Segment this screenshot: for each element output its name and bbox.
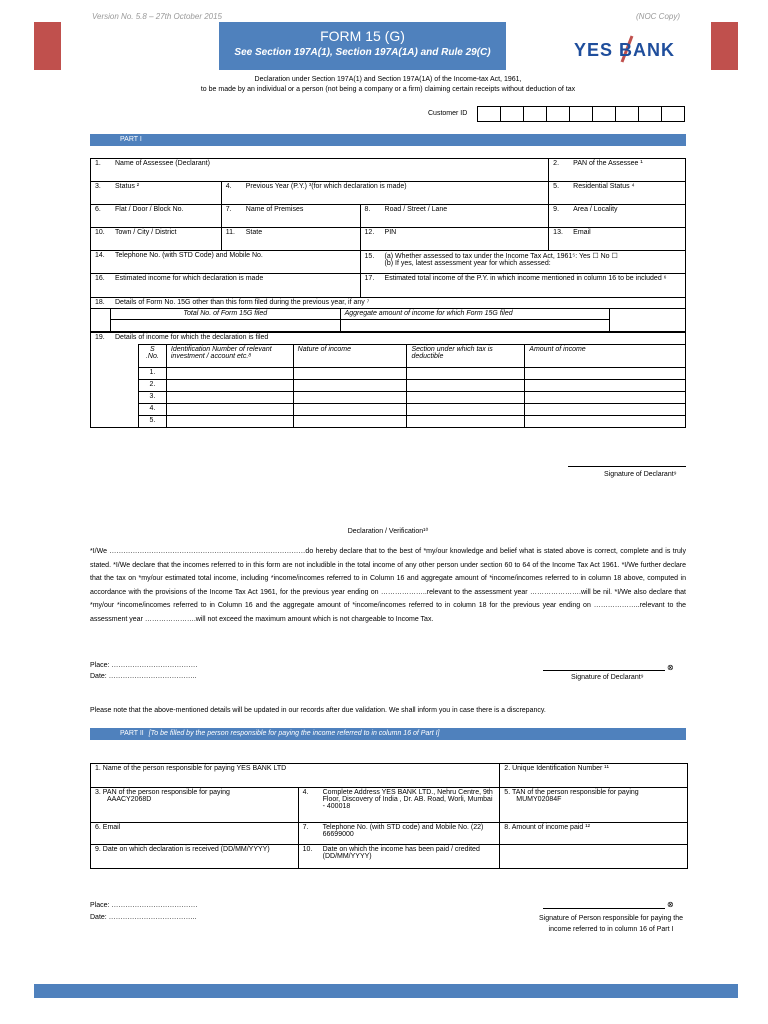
declaration-title: Declaration / Verification¹⁰ [347, 528, 429, 535]
date-2[interactable]: Date: ……………………………….. [90, 914, 197, 921]
footer-bar [34, 984, 738, 998]
signature-of-declarant-2: Signature of Declarant⁹ [571, 674, 644, 681]
field-flat[interactable]: 6. Flat / Door / Block No. [91, 205, 222, 228]
field-estimated-income[interactable]: 16. Estimated income for which declaration is made [91, 274, 361, 298]
cell-input[interactable] [407, 416, 525, 428]
part2-header [90, 728, 686, 740]
right-red-bar [711, 22, 738, 70]
cell-input[interactable] [166, 416, 293, 428]
field-form15g-details: 18. Details of Form No. 15G other than this form filed during the previous year, if any ⁷ [91, 298, 686, 309]
bank-logo [574, 34, 680, 66]
identification-number-header: Identification Number of relevant investment / account etc.⁸ [166, 345, 293, 368]
signature-of-payer: Signature of Person responsible for paying the income referred to in column 16 of Part I [539, 915, 683, 933]
place-2[interactable]: Place: ………………………………. [90, 902, 198, 909]
signature-line-3[interactable] [543, 908, 665, 909]
total-forms-input[interactable] [110, 320, 340, 332]
signature-line-2[interactable] [543, 670, 665, 671]
payer-tan-value: MUMY02084F [516, 796, 562, 803]
field-payer-name[interactable]: 1. Name of the person responsible for paying YES BANK LTD [91, 764, 500, 788]
field-premises[interactable]: 7. Name of Premises [221, 205, 360, 228]
customer-id-box[interactable] [501, 107, 524, 122]
row-number: 2. [138, 380, 166, 392]
date-1[interactable]: Date: ……………………………….. [90, 673, 197, 680]
field-date-paid[interactable]: 10. Date on which the income has been paid / credited (DD/MM/YYYY) [298, 845, 500, 869]
field-town[interactable]: 10. Town / City / District [91, 228, 222, 251]
field-previous-year[interactable]: 4. Previous Year (P.Y.) ³(for which declaration is made) [221, 182, 548, 205]
field-unique-id[interactable]: 2. Unique Identification Number ¹¹ [500, 764, 688, 788]
payer-pan-value: AAACY2068D [107, 796, 152, 803]
cell-input[interactable] [166, 392, 293, 404]
field-payer-tan[interactable]: 5. TAN of the person responsible for paying MUMY02084F [500, 788, 688, 823]
cell-input[interactable] [525, 368, 686, 380]
table-row [91, 392, 686, 404]
circle-mark-icon: ⊗ [667, 900, 674, 909]
form-header [219, 22, 506, 70]
customer-id-box[interactable] [547, 107, 570, 122]
field-assessed-to-tax[interactable]: 15. (a) Whether assessed to tax under the Income Tax Act, 1961⁵: Yes ☐ No ☐ (b) If yes, latest assessment year for which assessed: [360, 251, 685, 274]
left-red-bar [34, 22, 61, 70]
table-row [91, 404, 686, 416]
version-text: Version No. 5.8 – 27th October 2015 [92, 12, 223, 21]
field-payer-pan[interactable]: 3. PAN of the person responsible for paying AAACY2068D [91, 788, 299, 823]
cell-input[interactable] [525, 392, 686, 404]
customer-id-box[interactable] [616, 107, 639, 122]
total-forms-header: Total No. of Form 15G filed [110, 309, 340, 320]
cell-input[interactable] [525, 380, 686, 392]
cell-input[interactable] [407, 380, 525, 392]
row-number: 5. [138, 416, 166, 428]
field-residential-status[interactable]: 5. Residential Status ⁴ [549, 182, 686, 205]
part2-label: PART II [120, 730, 144, 737]
field-telephone[interactable]: 14. Telephone No. (with STD Code) and Mobile No. [91, 251, 361, 274]
note-text: Please note that the above-mentioned details will be updated in our records after due validation. We shall inform you in case there is a discrepancy. [90, 707, 546, 714]
declaration-heading-1: Declaration under Section 197A(1) and Section 197A(1A) of the Income-tax Act, 1961, [254, 76, 522, 83]
cell-input[interactable] [407, 404, 525, 416]
part2-table [90, 763, 688, 869]
table-row [91, 416, 686, 428]
row-number: 4. [138, 404, 166, 416]
customer-id-box[interactable] [570, 107, 593, 122]
payer-address-value: Complete Address YES BANK LTD., Nehru Centre, 9th Floor, Discovery of India , Dr. AB. Road, Worli, Mumbai - 400018 [322, 789, 493, 810]
aggregate-amount-input[interactable] [340, 320, 610, 332]
place-1[interactable]: Place: ………………………………. [90, 662, 198, 669]
cell-input[interactable] [293, 368, 407, 380]
cell-input[interactable] [293, 392, 407, 404]
field-date-received[interactable]: 9. Date on which declaration is received (DD/MM/YYYY) [91, 845, 299, 869]
customer-id-boxes[interactable] [477, 106, 685, 122]
table-row [91, 368, 686, 380]
field-payer-address[interactable]: 4. Complete Address YES BANK LTD., Nehru Centre, 9th Floor, Discovery of India , Dr. AB. Road, Worli, Mumbai - 400018 [298, 788, 500, 823]
field-email[interactable]: 13. Email [549, 228, 686, 251]
field-empty[interactable] [500, 845, 688, 869]
customer-id-box[interactable] [639, 107, 662, 122]
aggregate-amount-header: Aggregate amount of income for which Form 15G filed [340, 309, 610, 320]
field-payer-email[interactable]: 6. Email [91, 823, 299, 845]
signature-of-declarant-1: Signature of Declarant⁹ [604, 471, 677, 478]
part1-header: PART I [90, 134, 686, 146]
cell-input[interactable] [166, 368, 293, 380]
income-details-table [90, 332, 686, 428]
nature-of-income-header: Nature of income [293, 345, 407, 368]
customer-id-label: Customer ID [428, 110, 468, 117]
form-title: FORM 15 (G) [320, 28, 405, 44]
row-number: 3. [138, 392, 166, 404]
row-number: 1. [138, 368, 166, 380]
bank-name: YES BANK [574, 40, 676, 60]
signature-line-1[interactable] [568, 466, 686, 467]
cell-input[interactable] [525, 416, 686, 428]
field-payer-telephone[interactable]: 7. Telephone No. (with STD code) and Mobile No. (22) 66699000 [298, 823, 500, 845]
field-name-of-assessee[interactable]: 1. Name of Assessee (Declarant) [91, 159, 549, 182]
circle-mark-icon: ⊗ [667, 663, 674, 672]
section-header: Section under which tax is deductible [407, 345, 525, 368]
field-estimated-total-income[interactable]: 17. Estimated total income of the P.Y. in which income mentioned in column 16 to be included ⁶ [360, 274, 685, 298]
cell-input[interactable] [166, 404, 293, 416]
field-state[interactable]: 11. State [221, 228, 360, 251]
part2-description: [To be filled by the person responsible for paying the income referred to in column 16 of Part I] [148, 730, 440, 737]
field-amount-paid[interactable]: 8. Amount of income paid ¹² [500, 823, 688, 845]
cell-input[interactable] [407, 368, 525, 380]
cell-input[interactable] [525, 404, 686, 416]
field-area[interactable]: 9. Area / Locality [549, 205, 686, 228]
cell-input[interactable] [293, 404, 407, 416]
cell-input[interactable] [293, 416, 407, 428]
part1-table [90, 158, 686, 309]
declaration-body: *I/We …………………………………………………………………………do hereby declare that to the best of *my/our knowledge and belief what is stated above is correct, complete and is truly stated. *I/We declare that the incomes referred to in this form are not includible in the total income of any other person under section 60 to 64 of the Income Tax Act 1961. *I/We further declare that the tax on *my/our estimated total income, including *income/incomes referred to in Column 16 and aggregate amount of *income/incomes referred to in column 18 above, computed in accordance with the provisions of the Income Tax Act 1961, for the previous year ending on ………………..relevant to the assessment year ………………….will be nil. *I/We also declare that *my/our *income/incomes referred to in Column 16 and the aggregate amount of *income/incomes referred to in column 18 for the previous year ending on ………………..relevant to the assessment year ………………….will not exceed the maximum amount which is not chargeable to Income Tax. [90, 548, 686, 623]
field-pan[interactable]: 2. PAN of the Assessee ¹ [549, 159, 686, 182]
amount-header: Amount of income [525, 345, 686, 368]
customer-id-box[interactable] [593, 107, 616, 122]
form-subtitle: See Section 197A(1), Section 197A(1A) and Rule 29(C) [234, 47, 491, 58]
cell-input[interactable] [166, 380, 293, 392]
income-details-title: 19. Details of income for which the declaration is filed [91, 333, 686, 345]
declaration-heading-2: to be made by an individual or a person (not being a company or a firm) claiming certain receipts without deduction of tax [200, 86, 576, 93]
copy-label: (NOC Copy) [636, 12, 681, 21]
table-row [91, 380, 686, 392]
customer-id-box[interactable] [478, 107, 501, 122]
cell-input[interactable] [407, 392, 525, 404]
cell-input[interactable] [293, 380, 407, 392]
customer-id-box[interactable] [524, 107, 547, 122]
field-pin[interactable]: 12. PIN [360, 228, 549, 251]
sno-header: S .No. [138, 345, 166, 368]
field-status[interactable]: 3. Status ² [91, 182, 222, 205]
form15g-subtable [90, 308, 686, 332]
field-road[interactable]: 8. Road / Street / Lane [360, 205, 549, 228]
customer-id-box[interactable] [662, 107, 685, 122]
